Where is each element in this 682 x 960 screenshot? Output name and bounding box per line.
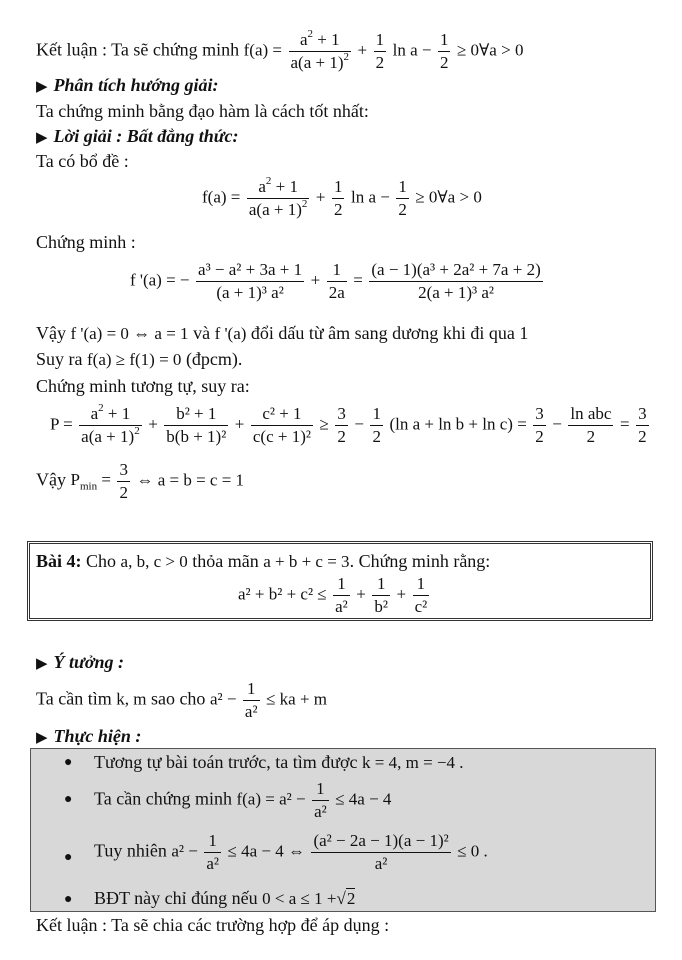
bullet-dot-icon: ●	[64, 792, 73, 807]
frac-half: $\frac{1}{2}$	[375, 30, 385, 72]
ln-a-minus: ln a −	[392, 40, 432, 60]
conclusion-label: Kết luận : Ta sẽ chứng minh	[36, 39, 240, 60]
triangle-bullet-icon: ▶	[36, 130, 48, 146]
suy-ra-line: Suy ra f(a) ≥ f(1) = 0 (đpcm).	[36, 349, 243, 369]
frac-a2p1-over-aa1: $\frac{a^2 + 1}{a(a + 1)^2}$	[290, 28, 350, 72]
bai4-inequality: a² + b² + c² ≤ $\frac{1}{\text{a²}}$ + $\frac{1}{\text{b²}}$ + $\frac{1}{\text{c²}}$	[238, 574, 428, 616]
lemma-text: Ta có bổ đề :	[36, 151, 129, 171]
similar-text: Chứng minh tương tự, suy ra:	[36, 376, 250, 396]
bullet-3: Tuy nhiên a² − $\frac{1}{\text{a²}}$ ≤ 4a − 4 ⇔ $\frac{\text{(a² − 2a − 1)(a − 1)²}}{\text{a²}}$ ≤ 0 .	[94, 831, 488, 873]
bullet-dot-icon: ●	[64, 892, 73, 907]
analysis-text: Ta chứng minh bằng đạo hàm là cách tốt nhất:	[36, 101, 369, 121]
conclusion-line-2: Kết luận : Ta sẽ chia các trường hợp để áp dụng :	[36, 915, 390, 935]
bullet-2: Ta cần chứng minh f(a) = a² − $\frac{1}{\text{a²}}$ ≤ 4a − 4	[94, 779, 392, 821]
bullet-dot-icon: ●	[64, 755, 73, 770]
p-formula: P = $\frac{a^2 + 1}{a(a + 1)^2}$ + $\frac{\text{b² + 1}}{\text{b(b + 1)²}}$ + $\frac{\text{c² + 1}}{\text{c(c + 1)²}}$ ≥ $\frac{3}{2}$ − $\frac{1}{2}$ (ln a + ln b + ln c) = $\frac{3}{2}$ − $\frac{\text{ln abc}}{2}$ = $\frac{3}{2}$	[50, 402, 647, 446]
proof-label: Chứng minh :	[36, 232, 136, 252]
fa-label: f(a) =	[243, 40, 282, 60]
frac-half-2: $\frac{1}{2}$	[439, 30, 449, 72]
analysis-heading: ▶ Phân tích hướng giải:	[36, 75, 219, 95]
vay-line-1: Vậy f '(a) = 0 ⇔ a = 1 và f '(a) đổi dấu từ âm sang dương khi đi qua 1	[36, 323, 529, 343]
frac-derivative-factored: $\frac{\text{(a − 1)(a³ + 2a² + 7a + 2)}}{\text{2(a + 1)³ a²}}$	[371, 260, 541, 302]
bullet-dot-icon: ●	[64, 850, 73, 865]
frac-derivative: $\frac{\text{a³ − a² + 3a + 1}}{\text{(a + 1)³ a²}}$	[198, 260, 303, 302]
idea-heading: ▶ Ý tưởng :	[36, 652, 124, 672]
exec-heading: ▶ Thực hiện :	[36, 726, 142, 746]
bullet-1: Tương tự bài toán trước, ta tìm được k = 4, m = −4 .	[94, 752, 464, 772]
triangle-bullet-icon: ▶	[36, 730, 48, 746]
conclusion-line-1: Kết luận : Ta sẽ chứng minh f(a) = $\frac{a^2 + 1}{a(a + 1)^2}$ + $\frac{1}{2}$ ln a − $\frac{1}{2}$ ≥ 0∀a > 0	[36, 28, 524, 72]
solution-heading: ▶ Lời giải : Bất đẳng thức:	[36, 126, 239, 146]
bai4-statement: Bài 4: Cho a, b, c > 0 thỏa mãn a + b + c = 3. Chứng minh rằng:	[36, 551, 491, 571]
derivative-formula: f '(a) = − $\frac{\text{a³ − a² + 3a + 1}}{\text{(a + 1)³ a²}}$ + $\frac{1}{2a}$ = $\frac{\text{(a − 1)(a³ + 2a² + 7a + 2)}}{\text{2(a + 1)³ a²}}$	[130, 260, 541, 302]
vay-pmin-line: Vậy $P_{min}$ = $\frac{3}{2}$ ⇔ a = b = c = 1	[36, 460, 245, 502]
lemma-formula: f(a) = $\frac{a^2 + 1}{a(a + 1)^2}$ + $\frac{1}{2}$ ln a − $\frac{1}{2}$ ≥ 0∀a > 0	[202, 175, 482, 219]
idea-text: Ta cần tìm k, m sao cho a² − $\frac{1}{\text{a²}}$ ≤ ka + m	[36, 679, 328, 721]
ge0-forall: ≥ 0∀a > 0	[456, 40, 524, 60]
triangle-bullet-icon: ▶	[36, 79, 48, 95]
bullet-4: BĐT này chỉ đúng nếu 0 < a ≤ 1 +√2	[94, 888, 356, 908]
triangle-bullet-icon: ▶	[36, 656, 48, 672]
